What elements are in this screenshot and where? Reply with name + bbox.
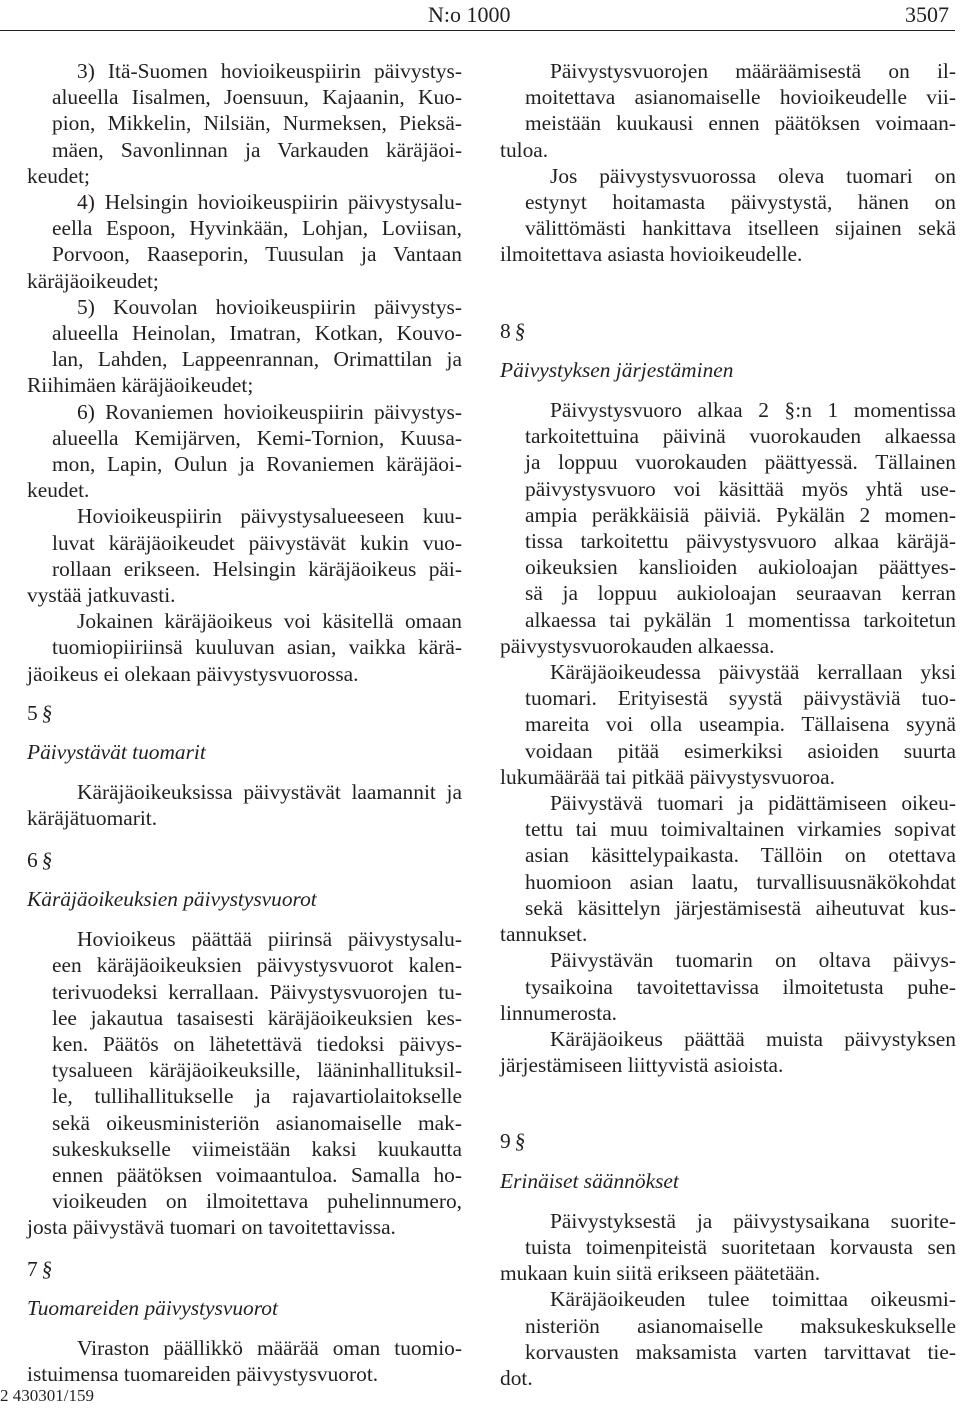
left-column — [27, 58, 462, 1387]
right-column — [500, 58, 956, 1391]
paragraph — [27, 926, 462, 1240]
text-line: oikeuksien kanslioiden aukioloajan päättyes- — [525, 555, 956, 580]
text-line: ennen päätöksen voimaantuloa. Samalla ho- — [52, 1162, 462, 1187]
text-line: jäoikeus ei olekaan päivystysvuorossa. — [27, 661, 359, 686]
text-line: tissa tarkoitettu päivystysvuoro alkaa käräjä- — [525, 529, 956, 554]
text-line: pion, Mikkelin, Nilsiän, Nurmeksen, Pieksä- — [52, 111, 462, 136]
text-line: mäen, Savonlinnan ja Varkauden käräjäoi- — [52, 137, 462, 162]
text-line: keudet; — [27, 163, 90, 188]
text-line: een käräjäoikeuksien päivystysvuorot kalen- — [52, 953, 462, 978]
paragraph — [500, 58, 956, 163]
text-line: mon, Lapin, Oulun ja Rovaniemen käräjäoi- — [52, 452, 462, 477]
left-items — [27, 58, 462, 687]
text-line: moitettava asianomaiselle hovioikeudelle vii- — [525, 85, 956, 110]
text-line: tuloa. — [500, 137, 549, 162]
text-line: Riihimäen käräjäoikeudet; — [27, 373, 254, 398]
text-line: vioikeuden on ilmoitettava puhelinnumero, — [52, 1189, 462, 1214]
text-line: tannukset. — [500, 922, 588, 947]
text-line: Käräjäoikeus päättää muista päivystyksen — [550, 1026, 956, 1051]
paragraph — [27, 294, 462, 399]
paragraph — [27, 503, 462, 608]
right-top — [500, 58, 956, 268]
section-title: Tuomareiden päivystysvuorot — [27, 1295, 278, 1320]
text-line: sä ja loppuu aukioloajan seuraavan kerran — [525, 581, 956, 606]
text-line: 4) Helsingin hovioikeuspiirin päivystysalu- — [77, 190, 462, 215]
paragraph — [27, 779, 462, 831]
page-number: 3507 — [905, 2, 949, 27]
text-line: mareita voi olla useampia. Tällaisena syynä — [525, 712, 956, 737]
text-line: terivuodeksi kerrallaan. Päivystysvuorojen tu- — [52, 979, 462, 1004]
text-line: ja loppuu vuorokauden päättyessä. Tällainen — [525, 450, 956, 475]
text-line: josta päivystävä tuomari on tavoitettavissa. — [27, 1215, 396, 1240]
section-5 — [27, 700, 462, 832]
print-code: 2 430301/159 — [0, 1386, 94, 1405]
paragraph — [500, 1208, 956, 1287]
section-heading: 7 § — [27, 1256, 54, 1281]
text-line: dot. — [500, 1365, 533, 1390]
paragraph — [500, 1026, 956, 1078]
paragraph — [27, 58, 462, 189]
text-line: ilmoitettava asiasta hovioikeudelle. — [500, 242, 803, 267]
text-line: lan, Lahden, Lappeenrannan, Orimattilan ja — [52, 347, 462, 372]
text-line: nisteriön asianomaiselle maksukeskukselle — [525, 1313, 956, 1338]
text-line: korvausten maksamista varten tarvittavat tie- — [525, 1339, 956, 1364]
text-line: tysalueen käräjäoikeuksille, lääninhallituksil- — [52, 1058, 462, 1083]
text-line: lee jakautua tasaisesti käräjäoikeuksien kes- — [52, 1005, 462, 1030]
text-line: Päivystysvuorojen määräämisestä on il- — [550, 59, 956, 83]
text-line: alkaessa tai pykälän 1 momentissa tarkoitetun — [525, 607, 956, 632]
section-title: Käräjäoikeuksien päivystysvuorot — [27, 886, 317, 911]
text-line: sukeskukselle viimeistään kaksi kuukautta — [52, 1136, 462, 1161]
text-line: luvat käräjäoikeudet päivystävät kukin vuo- — [52, 530, 462, 555]
text-line: ken. Päätös on lähetettävä tiedoksi päivys- — [52, 1031, 462, 1056]
text-line: tuista toimenpiteistä suoritetaan korvausta sen — [525, 1234, 956, 1259]
section-9 — [500, 1128, 956, 1391]
paragraph — [27, 189, 462, 294]
text-line: välittömästi hankittava itselleen sijainen sekä — [525, 216, 956, 241]
paragraph — [27, 1335, 462, 1387]
paragraph — [500, 1286, 956, 1391]
text-line: Käräjäoikeudessa päivystää kerrallaan yksi — [550, 660, 956, 685]
text-line: rollaan erikseen. Helsingin käräjäoikeus päi- — [52, 556, 462, 581]
text-line: estynyt hoitamasta päivystystä, hänen on — [525, 190, 956, 215]
text-line: 5) Kouvolan hovioikeuspiirin päivystys- — [77, 294, 462, 319]
text-line: alueella Iisalmen, Joensuun, Kajaanin, Kuo- — [52, 85, 462, 110]
section-heading: 9 § — [500, 1129, 527, 1154]
text-line: tuomari. Erityisestä syystä päivystäviä tuo- — [525, 686, 956, 711]
section-6 — [27, 847, 462, 1241]
text-line: eella Espoon, Hyvinkään, Lohjan, Loviisan, — [52, 216, 462, 241]
text-line: le, tullihallitukselle ja rajavartiolaitokselle — [52, 1084, 462, 1109]
header-rule — [0, 30, 955, 31]
text-line: 3) Itä-Suomen hovioikeuspiirin päivystys- — [77, 59, 462, 83]
text-line: tysaikoina tavoitettavissa ilmoitetusta puhe- — [525, 974, 956, 999]
paragraph — [500, 397, 956, 659]
text-line: mukaan kuin siitä erikseen päätetään. — [500, 1261, 821, 1286]
text-line: käräjäoikeudet; — [27, 268, 159, 293]
text-line: vystää jatkuvasti. — [27, 583, 176, 608]
text-line: keudet. — [27, 478, 90, 503]
text-line: Porvoon, Raaseporin, Tuusulan ja Vantaan — [52, 242, 462, 267]
text-line: istuimensa tuomareiden päivystysvuorot. — [27, 1362, 379, 1387]
paragraph — [27, 399, 462, 504]
text-line: linnumerosta. — [500, 1000, 618, 1025]
text-line: Päivystyksestä ja päivystysaikana suorite- — [550, 1208, 956, 1233]
text-line: järjestämiseen liittyvistä asioista. — [500, 1053, 784, 1078]
text-line: päivystysvuoro voi käsittää myös yhtä use- — [525, 476, 956, 501]
text-line: lukumäärää tai pitkää päivystysvuoroa. — [500, 764, 836, 789]
text-line: käräjätuomarit. — [27, 806, 158, 831]
text-line: Päivystysvuoro alkaa 2 §:n 1 momentissa — [550, 398, 956, 423]
text-line: Hovioikeus päättää piirinsä päivystysalu- — [77, 927, 462, 952]
section-heading: 6 § — [27, 847, 54, 872]
text-line: sekä käsittelyn järjestämisestä aiheutuvat kus- — [525, 895, 956, 920]
text-line: 6) Rovaniemen hovioikeuspiirin päivystys- — [77, 399, 462, 424]
text-line: Viraston päällikkö määrää oman tuomio- — [77, 1335, 462, 1360]
section-title: Päivystyksen järjestäminen — [500, 357, 734, 382]
section-heading: 5 § — [27, 700, 54, 725]
section-title: Päivystävät tuomarit — [27, 740, 206, 765]
paragraph — [500, 659, 956, 790]
text-line: Jos päivystysvuorossa oleva tuomari on — [550, 163, 956, 188]
text-line: Käräjäoikeuden tulee toimittaa oikeusmi- — [550, 1287, 956, 1312]
text-line: voidaan pitää esimerkiksi asioiden suurta — [525, 738, 956, 763]
text-line: Jokainen käräjäoikeus voi käsitellä omaan — [77, 609, 462, 634]
text-line: alueella Heinolan, Imatran, Kotkan, Kouvo- — [52, 321, 462, 346]
text-line: tettu tai muu toimivaltainen virkamies sopivat — [525, 817, 956, 842]
section-8 — [500, 318, 956, 1079]
text-line: huomioon asian laatu, turvallisuusnäkökohdat — [525, 869, 956, 894]
text-line: alueella Kemijärven, Kemi-Tornion, Kuusa- — [52, 425, 462, 450]
section-title: Erinäiset säännökset — [500, 1168, 679, 1193]
paragraph — [500, 790, 956, 947]
text-line: tarkoitettuina päivinä vuorokauden alkaessa — [525, 424, 956, 449]
text-line: ampia peräkkäisiä päiviä. Pykälän 2 momen- — [525, 502, 956, 527]
text-line: Päivystävä tuomari ja pidättämiseen oikeu- — [550, 791, 956, 816]
section-heading: 8 § — [500, 318, 527, 343]
paragraph — [500, 163, 956, 268]
issue-number: N:o 1000 — [428, 2, 511, 27]
page-header — [0, 0, 960, 30]
text-line: Päivystävän tuomarin on oltava päivys- — [550, 948, 956, 973]
text-line: tuomiopiiriinsä kuuluvan asian, vaikka kärä- — [52, 635, 462, 660]
text-line: meistään kuukausi ennen päätöksen voimaan- — [525, 111, 956, 136]
text-line: päivystysvuorokauden alkaessa. — [500, 633, 775, 658]
text-line: asian käsittelypaikasta. Tällöin on otettava — [525, 843, 956, 868]
text-line: sekä oikeusministeriön asianomaiselle mak- — [52, 1110, 462, 1135]
paragraph — [500, 947, 956, 1026]
section-7 — [27, 1256, 462, 1388]
paragraph — [27, 608, 462, 687]
text-line: Hovioikeuspiirin päivystysalueeseen kuu- — [77, 504, 462, 529]
text-line: Käräjäoikeuksissa päivystävät laamannit ja — [77, 780, 462, 805]
